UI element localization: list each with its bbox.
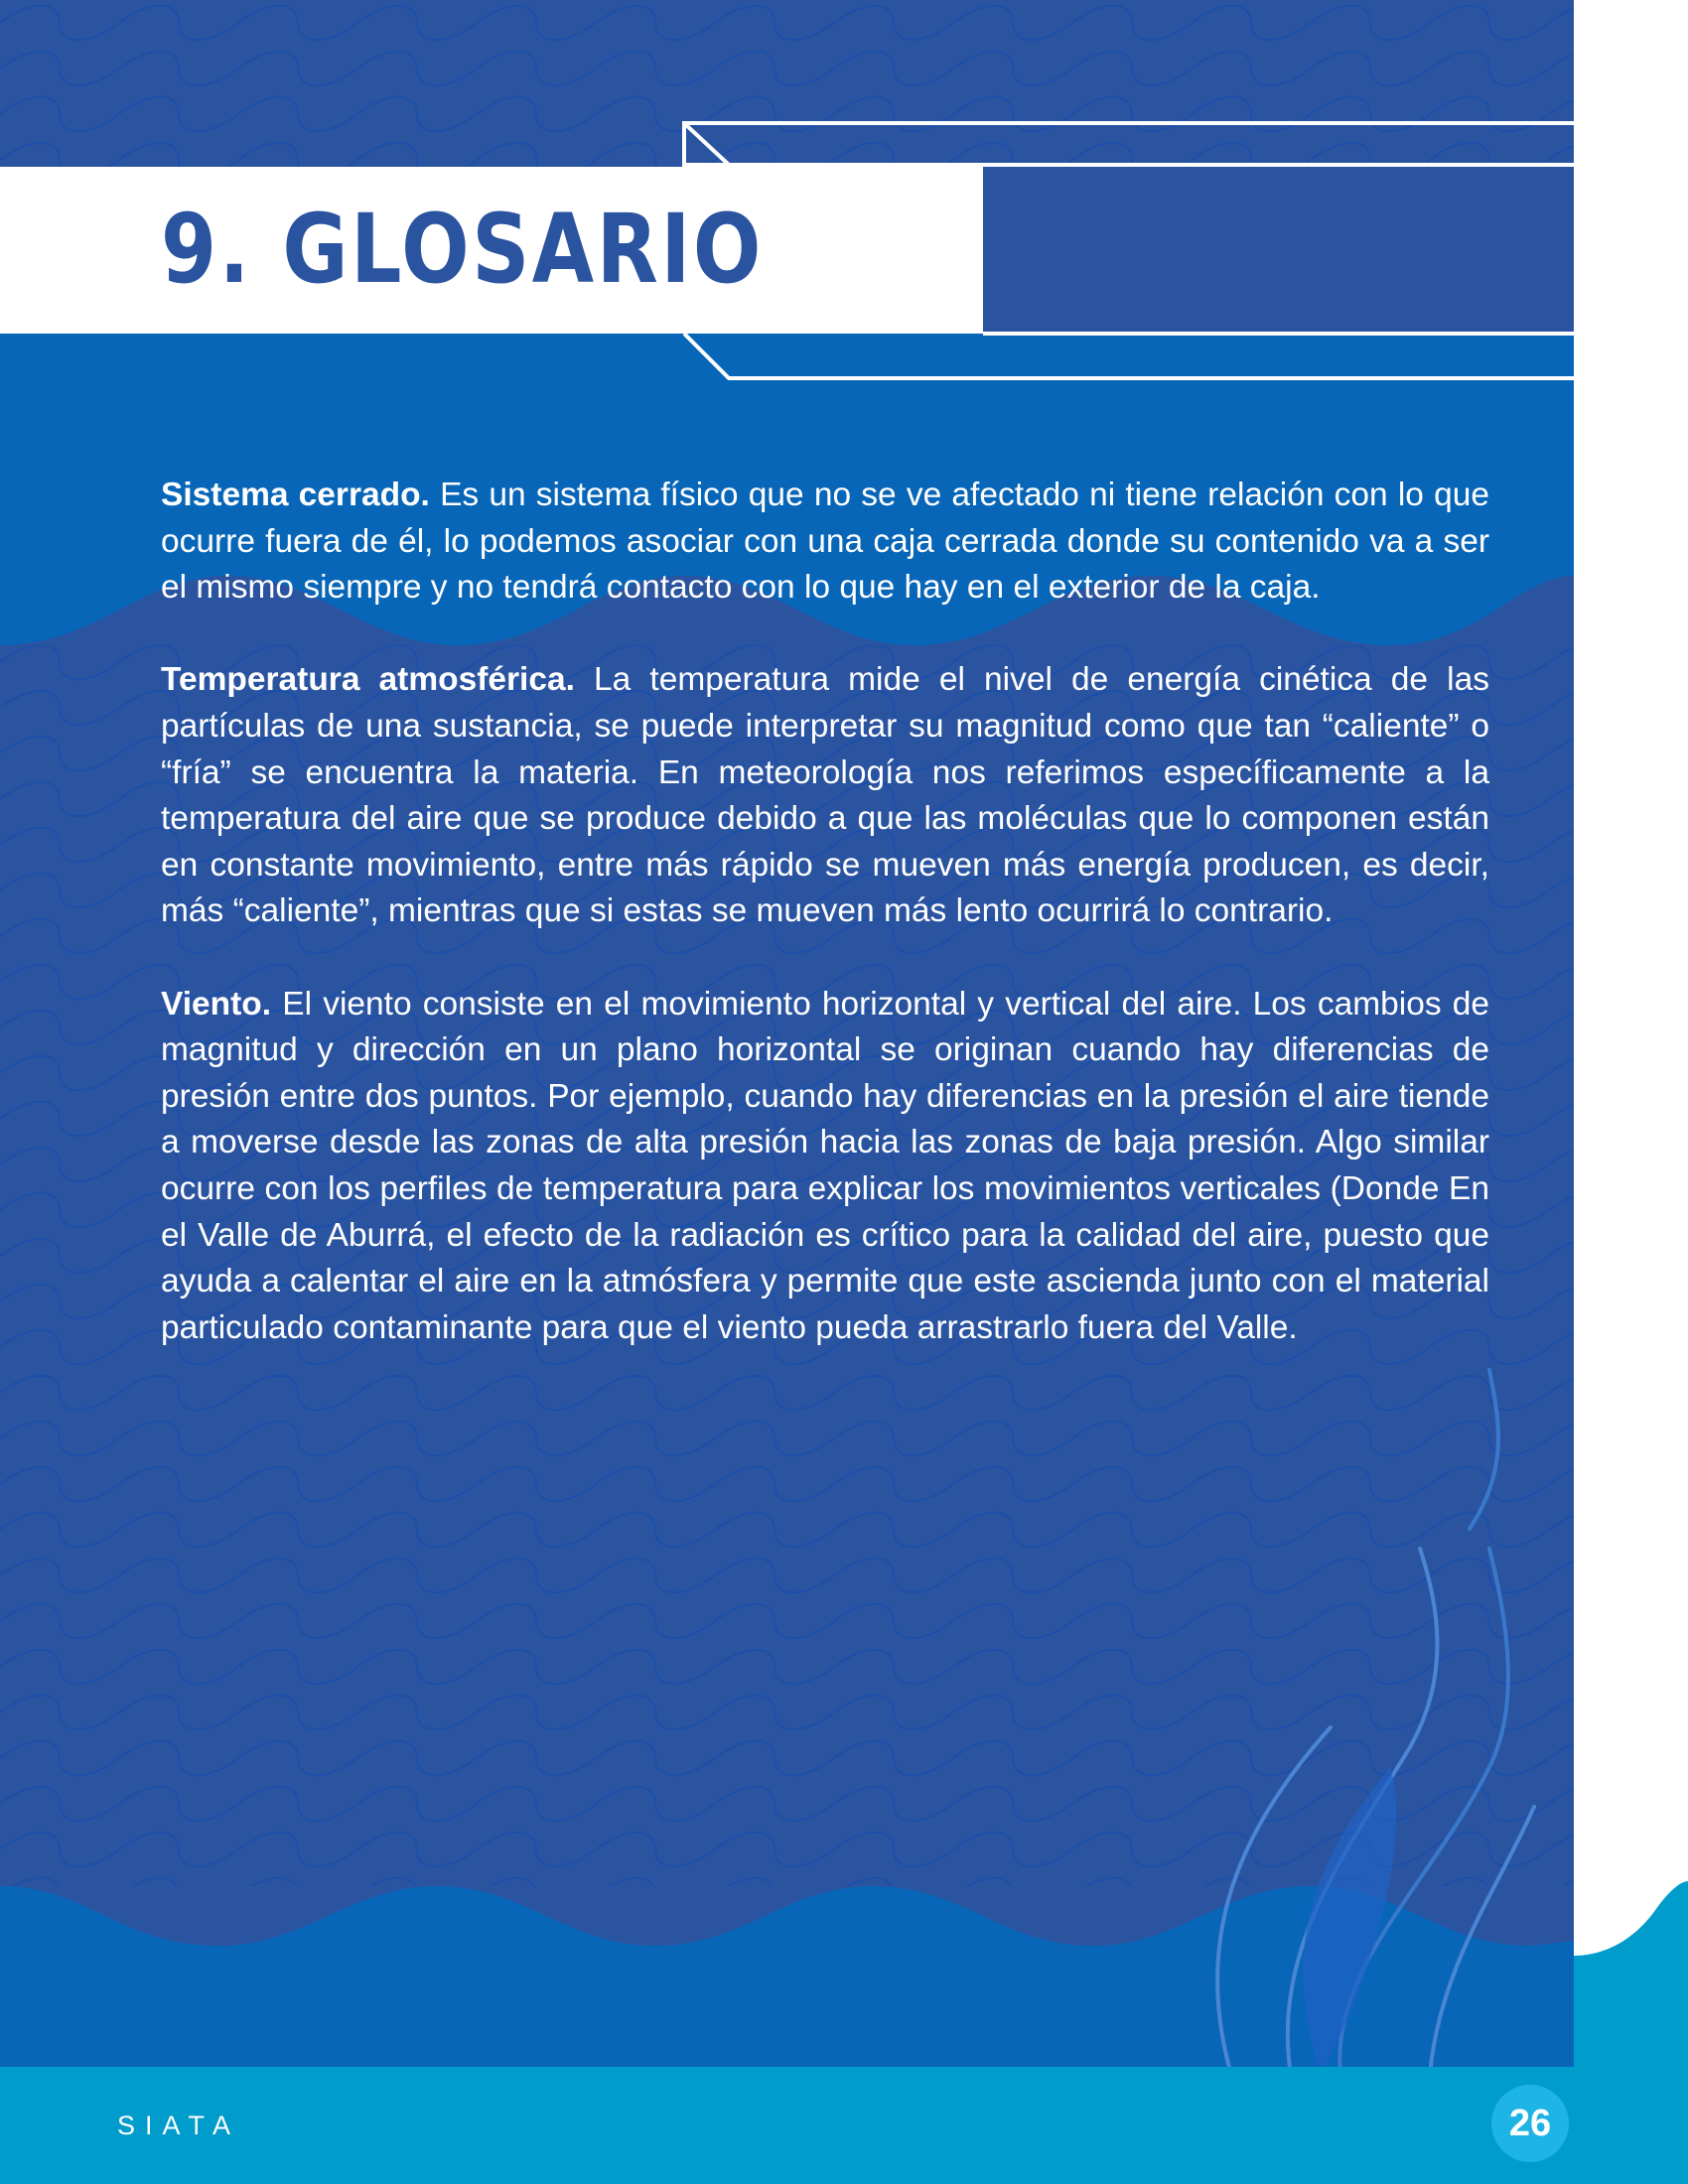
footer-strip <box>0 2067 1688 2184</box>
glossary-definition: Es un sistema físico que no se ve afectado ni tiene relación con lo que ocurre fuera de él, lo podemos asociar con una caja cerrada donde su contenido va a ser el mismo siempre y no tendrá contacto con lo que hay en el exterior de la caja. <box>161 477 1490 607</box>
footer-corner-wave <box>1574 1881 1688 2184</box>
glossary-term: Sistema cerrado. <box>161 477 430 513</box>
page-number-badge: 26 <box>1491 2085 1569 2162</box>
glossary-definition: La temperatura mide el nivel de energía cinética de las partículas de una sustancia, se puede interpretar su magnitud como que tan “caliente” o “fría” se encuentra la materia. En meteorología nos referimos específicamente a la temperatura del aire que se produce debido a que las moléculas que lo componen están en constante movimiento, entre más rápido se mueven más energía producen, es decir, más “caliente”, mientras que si estas se mueven más lento ocurrirá lo contrario. <box>161 661 1489 930</box>
glossary-term: Temperatura atmosférica. <box>161 661 575 699</box>
glossary-entry <box>161 473 1489 612</box>
page-title: 9. GLOSARIO <box>161 194 764 305</box>
glossary-list <box>161 473 1489 1398</box>
glossary-entry <box>161 657 1489 935</box>
glossary-entry <box>161 982 1489 1352</box>
glossary-term: Viento. <box>161 985 272 1023</box>
glossary-definition: El viento consiste en el movimiento horizontal y vertical del aire. Los cambios de magnitud y dirección en un plano horizontal se originan cuando hay diferencias de presión entre dos puntos. Por ejemplo, cuando hay diferencias en la presión el aire tiende a moverse desde las zonas de alta presión hacia las zonas de baja presión. Algo similar ocurre con los perfiles de temperatura para explicar los movimientos verticales (Donde En el Valle de Aburrá, el efecto de la radiación es crítico para la calidad del aire, puesto que ayuda a calentar el aire en la atmósfera y permite que este ascienda junto con el material particulado contaminante para que el viento pueda arrastrarlo fuera del Valle. <box>161 985 1490 1346</box>
footer-brand: SIATA <box>117 2111 241 2140</box>
top-wave-pattern <box>0 0 1574 167</box>
